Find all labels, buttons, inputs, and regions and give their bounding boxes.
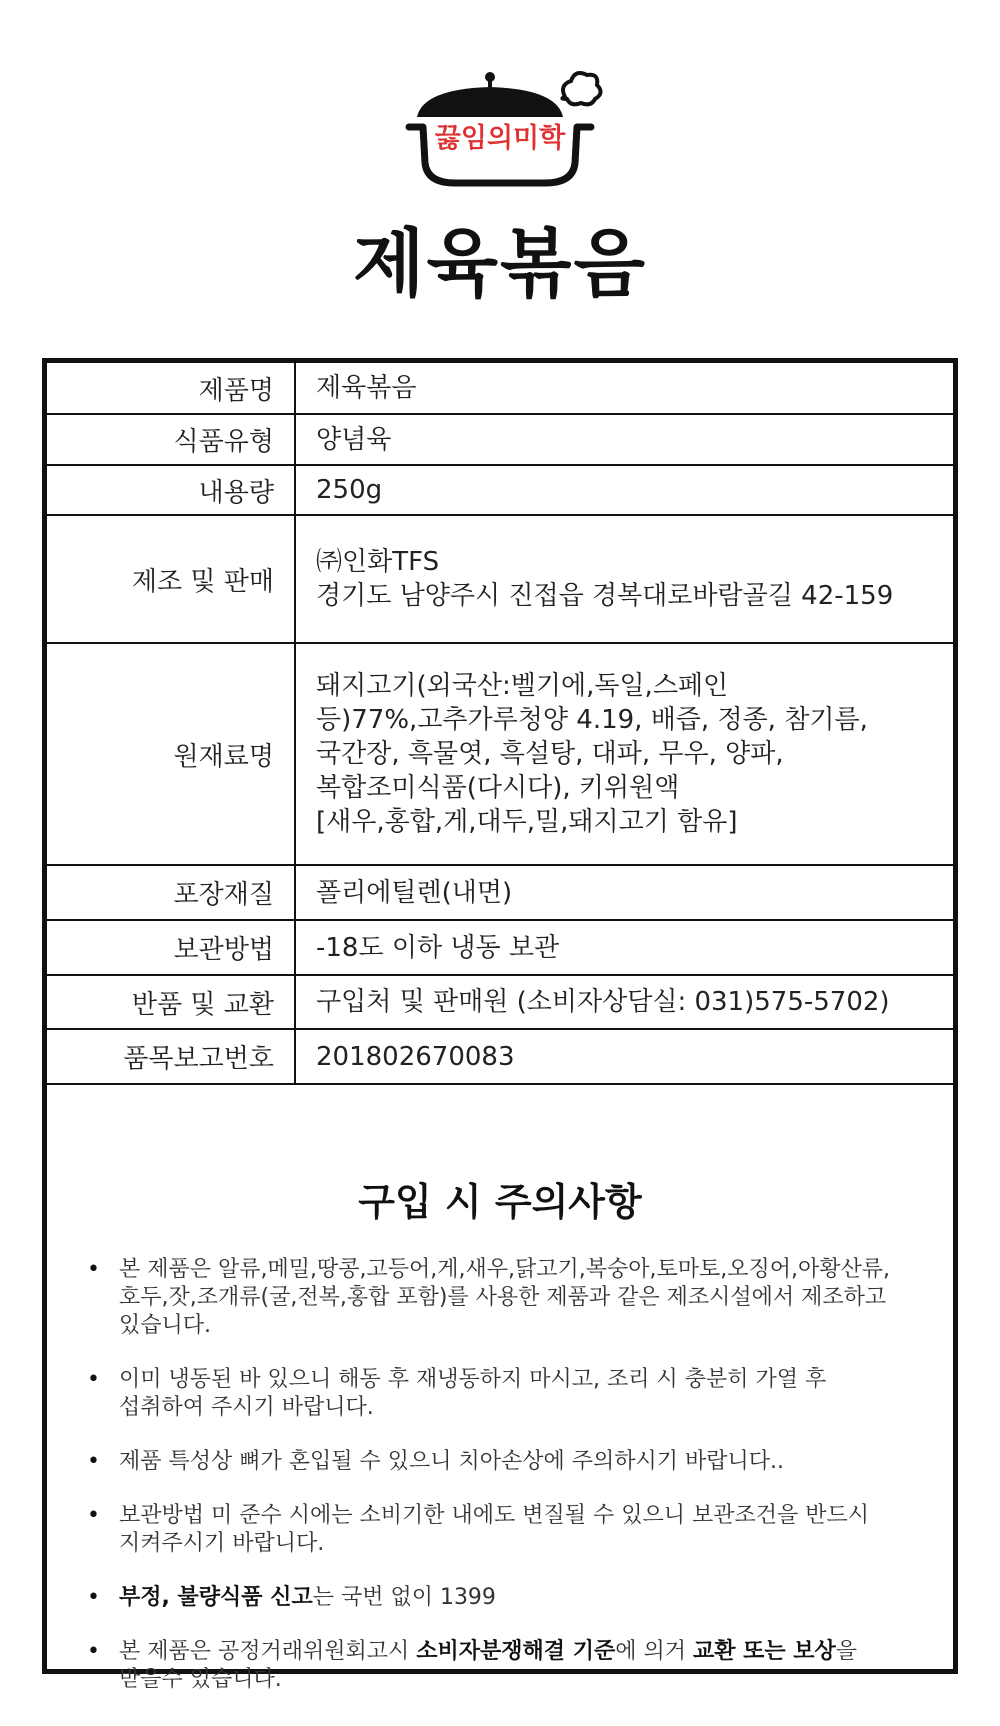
caution-title: 구입 시 주의사항 <box>358 1180 642 1224</box>
ingredient-line: [새우,홍합,게,대두,밀,돼지고기 함유] <box>316 807 738 837</box>
value-ingredients <box>295 643 953 865</box>
ingredient-line: 국간장, 흑물엿, 흑설탕, 대파, 무우, 양파, <box>316 739 784 769</box>
product-info-table <box>47 363 953 1085</box>
label-ingredients: 원재료명 <box>47 643 295 865</box>
table-row <box>47 465 953 515</box>
table-row <box>47 975 953 1029</box>
label-storage: 보관방법 <box>47 920 295 975</box>
value-returns: 구입처 및 판매원 (소비자상담실: 031)575-5702) <box>295 975 953 1029</box>
table-row <box>47 414 953 465</box>
caution-line: 지켜주시기 바랍니다. <box>119 1531 325 1556</box>
table-row <box>47 643 953 865</box>
label-packaging: 포장재질 <box>47 865 295 920</box>
caution-text: 는 국번 없이 1399 <box>312 1585 496 1610</box>
caution-list <box>47 1256 953 1694</box>
brand-logo <box>395 65 620 190</box>
bullet-icon: • <box>87 1367 100 1392</box>
caution-text: 본 제품은 공정거래위원회고시 <box>119 1639 417 1664</box>
manufacturer-address: 경기도 남양주시 진접읍 경복대로바람골길 42-159 <box>316 581 894 611</box>
table-row <box>47 515 953 643</box>
table-row <box>47 1029 953 1084</box>
table-row <box>47 865 953 920</box>
value-food-type: 양념육 <box>295 414 953 465</box>
caution-line <box>119 1638 913 1694</box>
caution-text: 을 <box>835 1639 858 1664</box>
ingredient-line: 복합조미식품(다시다), 키위원액 <box>316 773 680 803</box>
caution-item <box>87 1584 913 1612</box>
label-manufacturer: 제조 및 판매 <box>47 515 295 643</box>
caution-emphasis: 부정, 불량식품 신고 <box>119 1585 313 1610</box>
value-packaging: 폴리에틸렌(내면) <box>295 865 953 920</box>
caution-line: 보관방법 미 준수 시에는 소비기한 내에도 변질될 수 있으니 보관조건을 반드시 <box>119 1503 869 1528</box>
bullet-icon: • <box>87 1449 100 1474</box>
label-food-type: 식품유형 <box>47 414 295 465</box>
caution-line: 있습니다. <box>119 1313 212 1338</box>
caution-text: 받을수 있습니다. <box>119 1667 282 1692</box>
caution-item <box>87 1502 913 1558</box>
table-row <box>47 920 953 975</box>
bullet-icon: • <box>87 1257 100 1282</box>
label-returns: 반품 및 교환 <box>47 975 295 1029</box>
caution-emphasis: 교환 또는 보상 <box>692 1639 836 1664</box>
bullet-icon: • <box>87 1503 100 1528</box>
caution-line: 이미 냉동된 바 있으니 해동 후 재냉동하지 마시고, 조리 시 충분히 가열 후 <box>119 1367 827 1392</box>
label-net-weight: 내용량 <box>47 465 295 515</box>
logo-text: 끓임의미학 <box>434 123 566 154</box>
value-report-number: 201802670083 <box>295 1029 953 1084</box>
label-report-number: 품목보고번호 <box>47 1029 295 1084</box>
caution-item <box>87 1366 913 1422</box>
caution-line: 본 제품은 알류,메밀,땅콩,고등어,게,새우,닭고기,복숭아,토마토,오징어,아황산류, <box>119 1257 890 1282</box>
value-storage: -18도 이하 냉동 보관 <box>295 920 953 975</box>
bullet-icon: • <box>87 1585 100 1610</box>
table-row <box>47 363 953 414</box>
caution-item <box>87 1448 913 1476</box>
manufacturer-name: ㈜인화TFS <box>316 547 440 577</box>
caution-line <box>119 1584 913 1612</box>
value-manufacturer <box>295 515 953 643</box>
caution-section <box>47 1135 953 1720</box>
caution-emphasis: 소비자분쟁해결 기준 <box>416 1639 616 1664</box>
label-product-name: 제품명 <box>47 363 295 414</box>
caution-line: 섭취하여 주시기 바랍니다. <box>119 1395 374 1420</box>
value-product-name: 제육볶음 <box>295 363 953 414</box>
value-net-weight: 250g <box>295 465 953 515</box>
caution-line: 호두,잣,조개류(굴,전복,홍합 포함)를 사용한 제품과 같은 제조시설에서 제조하고 <box>119 1285 887 1310</box>
ingredient-line: 등)77%,고추가루청양 4.19, 배즙, 정종, 참기름, <box>316 705 868 735</box>
product-info-box <box>42 358 958 1692</box>
caution-line: 제품 특성상 뼈가 혼입될 수 있으니 치아손상에 주의하시기 바랍니다.. <box>119 1449 784 1474</box>
caution-item <box>87 1256 913 1340</box>
caution-text: 에 의거 <box>615 1639 693 1664</box>
ingredient-line: 돼지고기(외국산:벨기에,독일,스페인 <box>316 671 729 701</box>
bullet-icon: • <box>87 1639 100 1664</box>
page-title: 제육볶음 <box>353 221 647 307</box>
caution-item <box>87 1638 913 1694</box>
